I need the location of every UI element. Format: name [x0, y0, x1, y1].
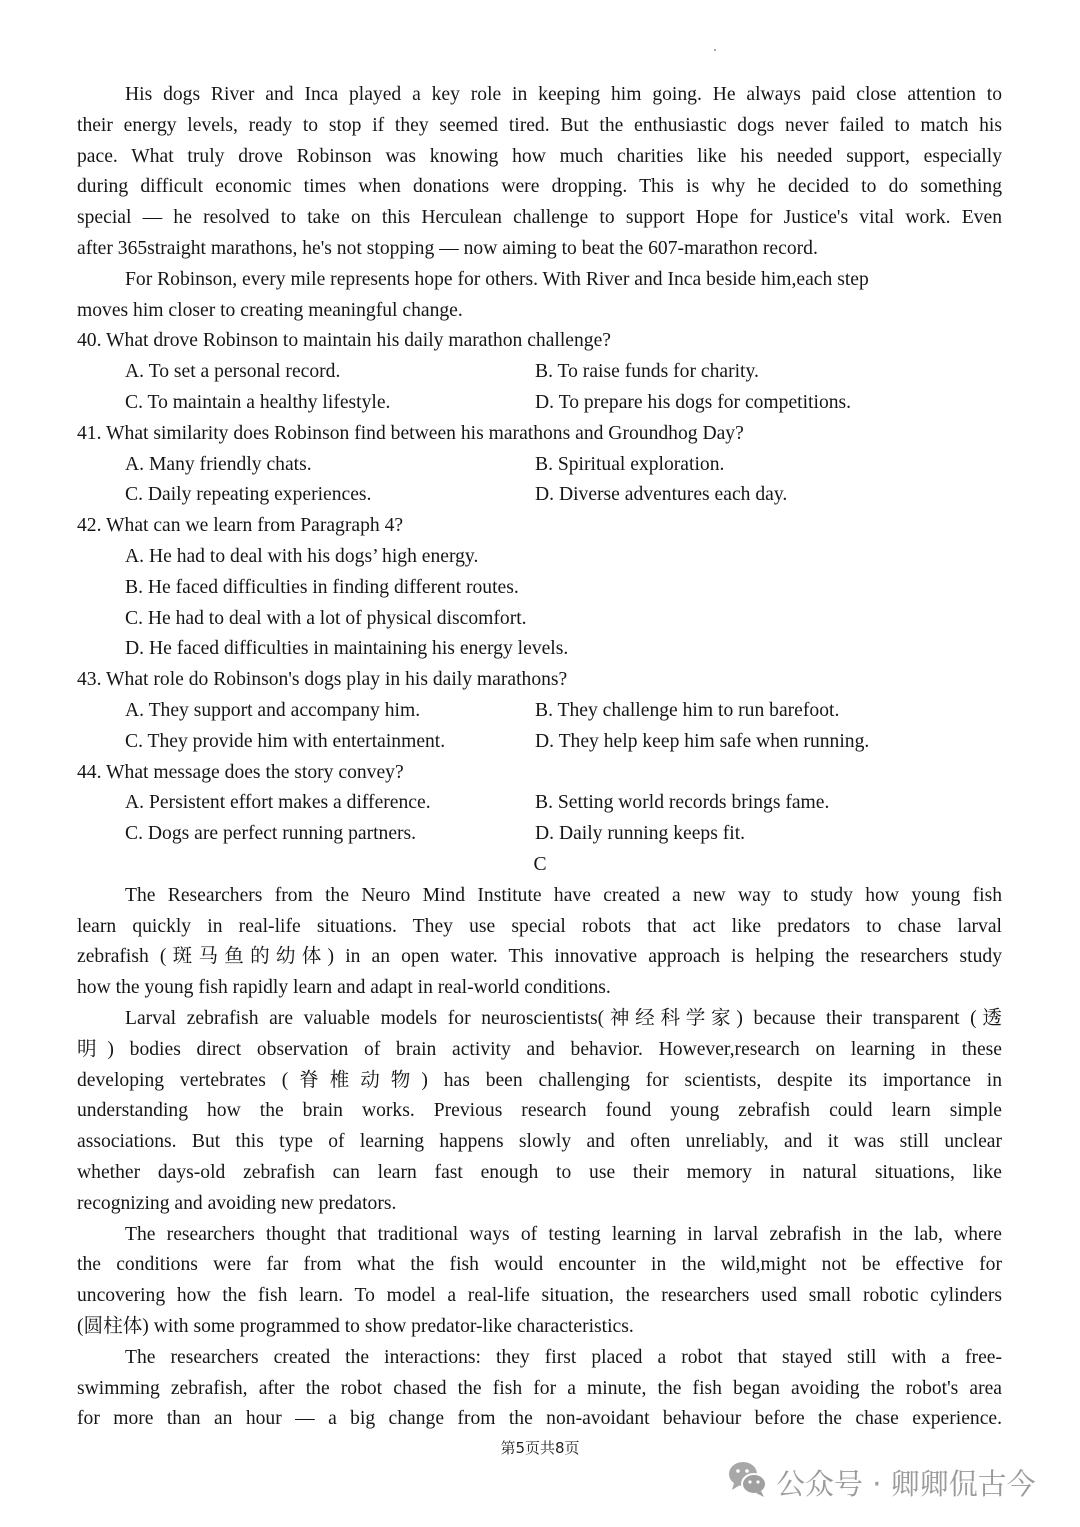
- paragraph-line: pace. What truly drove Robinson was knowing how much charities like his needed support, especially: [77, 145, 1002, 167]
- paragraph-line: the conditions were far from what the fish would encounter in the wild,might not be effective for: [77, 1254, 1002, 1276]
- question: 43. What role do Robinson's dogs play in his daily marathons?: [77, 669, 568, 691]
- answer-option-row: [0, 483, 1080, 507]
- answer-option: C. Dogs are perfect running partners.: [125, 823, 417, 845]
- answer-option: D. They help keep him safe when running.: [535, 730, 870, 752]
- answer-option: A. To set a personal record.: [125, 361, 341, 383]
- paragraph-line: developing vertebrates (脊椎动物) has been challenging for scientists, despite its importance in: [77, 1069, 1002, 1091]
- paragraph-line: swimming zebrafish, after the robot chased the fish for a minute, the fish began avoiding the robot's area: [77, 1377, 1002, 1399]
- paragraph-line: moves him closer to creating meaningful change.: [77, 299, 463, 321]
- answer-option: C. Daily repeating experiences.: [125, 484, 372, 506]
- paragraph-line: for more than an hour — a big change from the non-avoidant behaviour before the chase experience.: [77, 1408, 1002, 1430]
- paragraph-line: their energy levels, ready to stop if they seemed tired. But the enthusiastic dogs never failed to match his: [77, 114, 1002, 136]
- paragraph-line: zebrafish (斑马鱼的幼体) in an open water. This innovative approach is helping the researchers study: [77, 946, 1002, 968]
- answer-option: A. They support and accompany him.: [125, 700, 421, 721]
- answer-option-row: [0, 453, 1080, 477]
- answer-option: C. To maintain a healthy lifestyle.: [125, 392, 391, 413]
- answer-option: B. They challenge him to run barefoot.: [535, 700, 840, 721]
- paragraph-line: learn quickly in real-life situations. They use special robots that act like predators to chase larval: [77, 915, 1002, 937]
- answer-option: B. Spiritual exploration.: [535, 453, 725, 475]
- answer-option-row: [0, 360, 1080, 384]
- question: 42. What can we learn from Paragraph 4?: [77, 515, 404, 537]
- question: 40. What drove Robinson to maintain his daily marathon challenge?: [77, 330, 611, 352]
- answer-option-row: [0, 699, 1080, 723]
- answer-option: C. He had to deal with a lot of physical discomfort.: [125, 607, 527, 629]
- paragraph-line: The researchers thought that traditional ways of testing learning in larval zebrafish in the lab, where: [125, 1223, 1002, 1245]
- watermark: [728, 1462, 1036, 1502]
- answer-option-row: [0, 791, 1080, 815]
- paragraph-line: recognizing and avoiding new predators.: [77, 1192, 397, 1214]
- scan-speck: [714, 49, 716, 51]
- paragraph-line: uncovering how the fish learn. To model a real-life situation, the researchers used small robotic cylinders: [77, 1285, 1002, 1307]
- answer-option: D. Diverse adventures each day.: [535, 484, 788, 506]
- paragraph-line: how the young fish rapidly learn and adapt in real-world conditions.: [77, 977, 611, 999]
- answer-option: A. He had to deal with his dogs’ high energy.: [125, 546, 479, 567]
- answer-option: A. Many friendly chats.: [125, 453, 312, 475]
- answer-option: B. He faced difficulties in finding different routes.: [125, 576, 519, 598]
- page-number: 第5页共8页: [500, 1439, 580, 1457]
- answer-option: D. He faced difficulties in maintaining his energy levels.: [125, 638, 569, 660]
- paragraph-line: The Researchers from the Neuro Mind Institute have created a new way to study how young fish: [125, 884, 1002, 906]
- answer-option-row: [0, 730, 1080, 754]
- paragraph-line: 明) bodies direct observation of brain activity and behavior. However,research on learning in these: [77, 1038, 1002, 1060]
- paragraph-line: understanding how the brain works. Previous research found young zebrafish could learn simple: [77, 1100, 1002, 1122]
- answer-option: A. Persistent effort makes a difference.: [125, 792, 431, 814]
- paragraph-line: For Robinson, every mile represents hope for others. With River and Inca beside him,each step: [125, 268, 869, 290]
- answer-option: D. Daily running keeps fit.: [535, 823, 746, 845]
- answer-option: C. They provide him with entertainment.: [125, 730, 446, 752]
- paragraph-line: associations. But this type of learning happens slowly and often unreliably, and it was still unclear: [77, 1131, 1002, 1153]
- question: 44. What message does the story convey?: [77, 761, 404, 783]
- paragraph-line: (圆柱体) with some programmed to show predator-like characteristics.: [77, 1316, 634, 1337]
- watermark-text: 公众号 · 卿卿侃古今: [776, 1466, 1036, 1501]
- paragraph-line: whether days-old zebrafish can learn fast enough to use their memory in natural situations, like: [77, 1162, 1002, 1183]
- answer-option: D. To prepare his dogs for competitions.: [535, 392, 852, 413]
- paragraph-line: His dogs River and Inca played a key role in keeping him going. He always paid close attention to: [125, 84, 1002, 105]
- paragraph-line: after 365straight marathons, he's not stopping — now aiming to beat the 607-marathon record.: [77, 238, 818, 259]
- paragraph-line: during difficult economic times when donations were dropping. This is why he decided to do something: [77, 176, 1002, 198]
- answer-option: B. To raise funds for charity.: [535, 361, 759, 383]
- paragraph-line: Larval zebrafish are valuable models for neuroscientists(神经科学家) because their transparent (透: [125, 1008, 1002, 1029]
- paragraph-line: special — he resolved to take on this Herculean challenge to support Hope for Justice's vital work. Even: [77, 207, 1002, 229]
- wechat-icon: [728, 1460, 768, 1505]
- paragraph-line: The researchers created the interactions: they first placed a robot that stayed still with a free-: [125, 1346, 1002, 1368]
- section-heading: C: [533, 854, 547, 875]
- answer-option-row: [0, 822, 1080, 846]
- question: 41. What similarity does Robinson find between his marathons and Groundhog Day?: [77, 422, 744, 444]
- answer-option: B. Setting world records brings fame.: [535, 792, 830, 814]
- answer-option-row: [0, 391, 1080, 415]
